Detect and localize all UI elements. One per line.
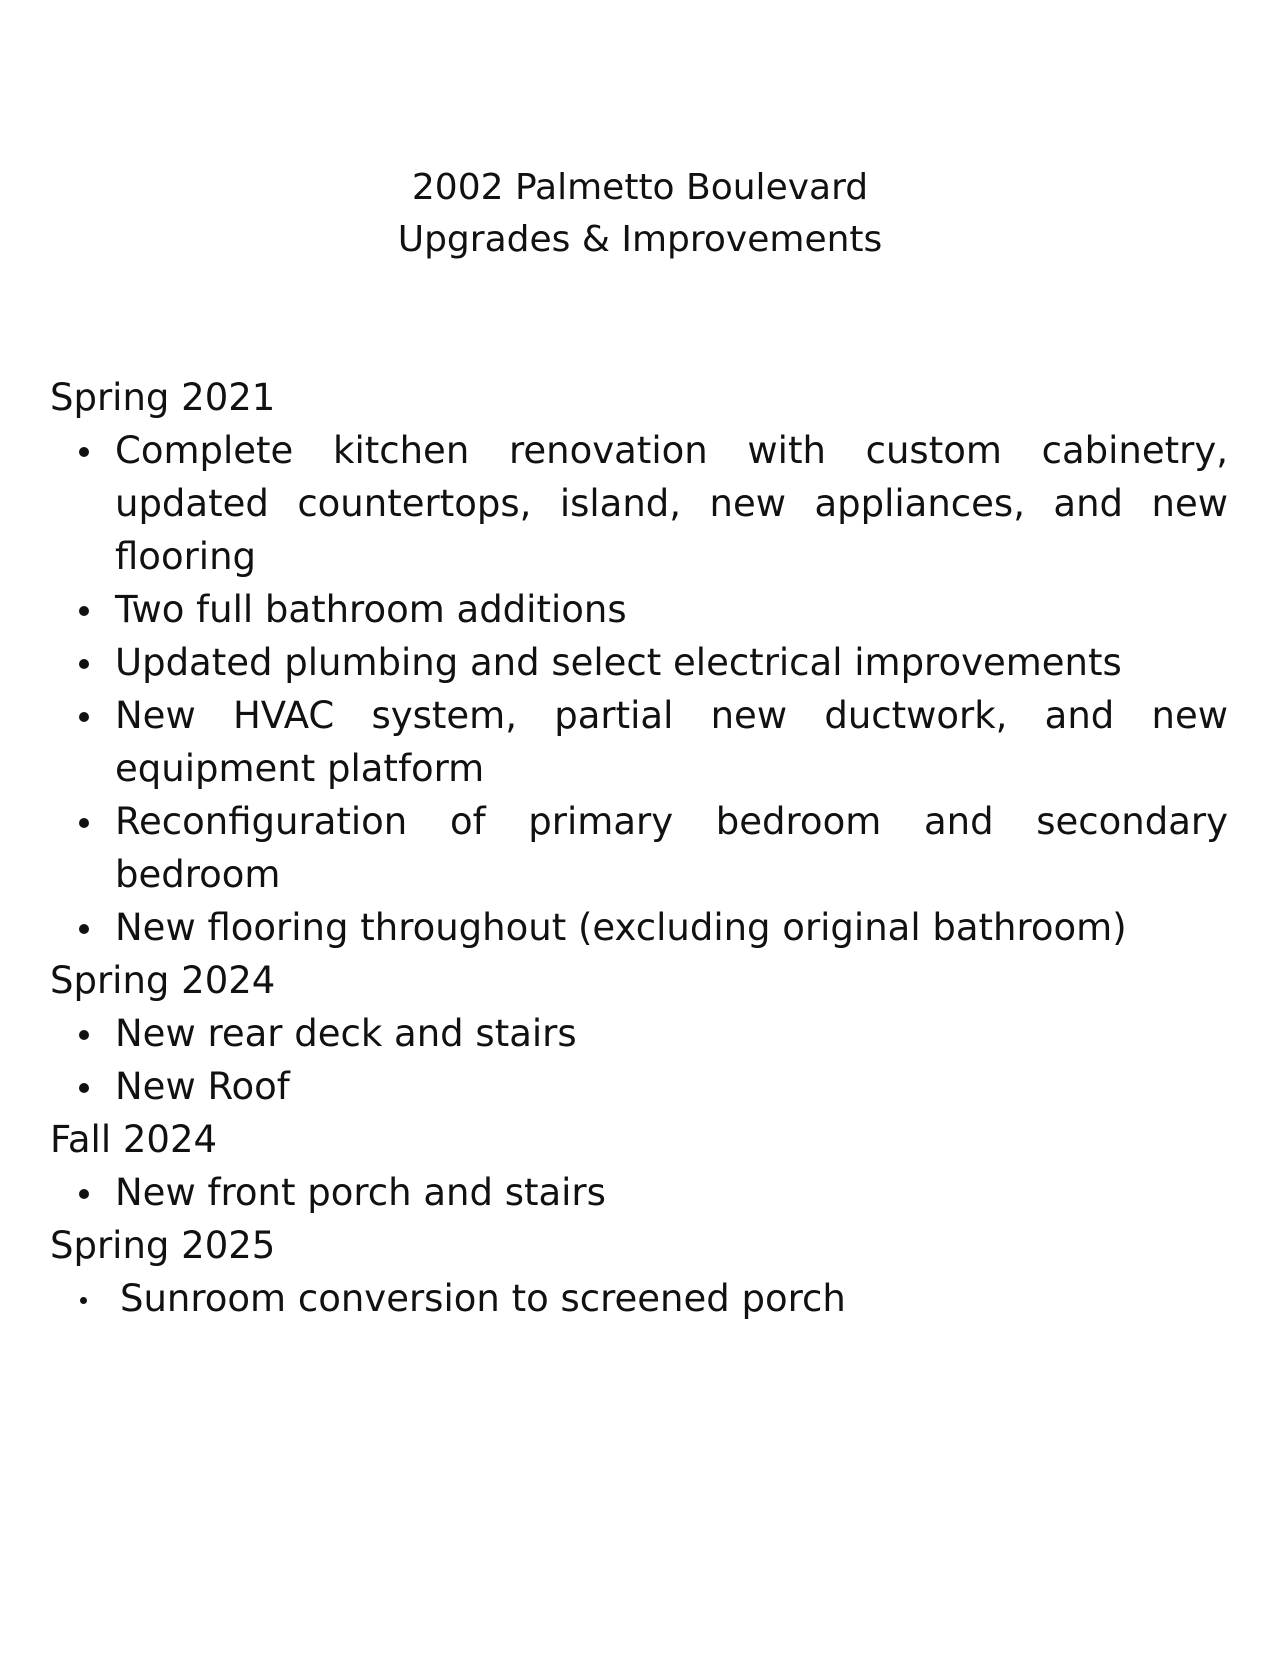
list-item: New HVAC system, partial new ductwork, and new equipment platform <box>50 689 1228 795</box>
item-list <box>50 1272 1228 1325</box>
section-label: Spring 2025 <box>50 1224 276 1267</box>
list-item: New Roof <box>50 1060 1228 1113</box>
section-label: Fall 2024 <box>50 1118 218 1161</box>
section-spring-2025 <box>50 1219 1228 1325</box>
section-fall-2024 <box>50 1113 1228 1219</box>
bullet-icon <box>80 1297 87 1304</box>
list-item: Sunroom conversion to screened porch <box>50 1272 1228 1325</box>
bullet-icon <box>79 924 89 934</box>
list-item: New flooring throughout (excluding original bathroom) <box>50 901 1228 954</box>
list-item: Reconfiguration of primary bedroom and secondary bedroom <box>50 795 1228 901</box>
bullet-icon <box>79 1189 89 1199</box>
section-label: Spring 2021 <box>50 376 276 419</box>
document-title <box>0 162 1280 266</box>
list-item: Two full bathroom additions <box>50 583 1228 636</box>
title-address: 2002 Palmetto Boulevard <box>411 167 869 208</box>
item-list <box>50 424 1228 954</box>
bullet-icon <box>79 818 89 828</box>
list-item: Complete kitchen renovation with custom cabinetry, updated countertops, island, new appliances, and new flooring <box>50 424 1228 583</box>
bullet-icon <box>79 447 89 457</box>
section-label: Spring 2024 <box>50 959 276 1002</box>
upgrades-list <box>50 371 1228 1325</box>
list-item: Updated plumbing and select electrical improvements <box>50 636 1228 689</box>
bullet-icon <box>79 659 89 669</box>
bullet-icon <box>79 1083 89 1093</box>
item-list <box>50 1166 1228 1219</box>
bullet-icon <box>79 712 89 722</box>
list-item: New rear deck and stairs <box>50 1007 1228 1060</box>
bullet-icon <box>79 1030 89 1040</box>
bullet-icon <box>79 606 89 616</box>
title-subtitle: Upgrades & Improvements <box>397 219 883 260</box>
list-item: New front porch and stairs <box>50 1166 1228 1219</box>
section-spring-2021 <box>50 371 1228 954</box>
item-list <box>50 1007 1228 1113</box>
section-spring-2024 <box>50 954 1228 1113</box>
